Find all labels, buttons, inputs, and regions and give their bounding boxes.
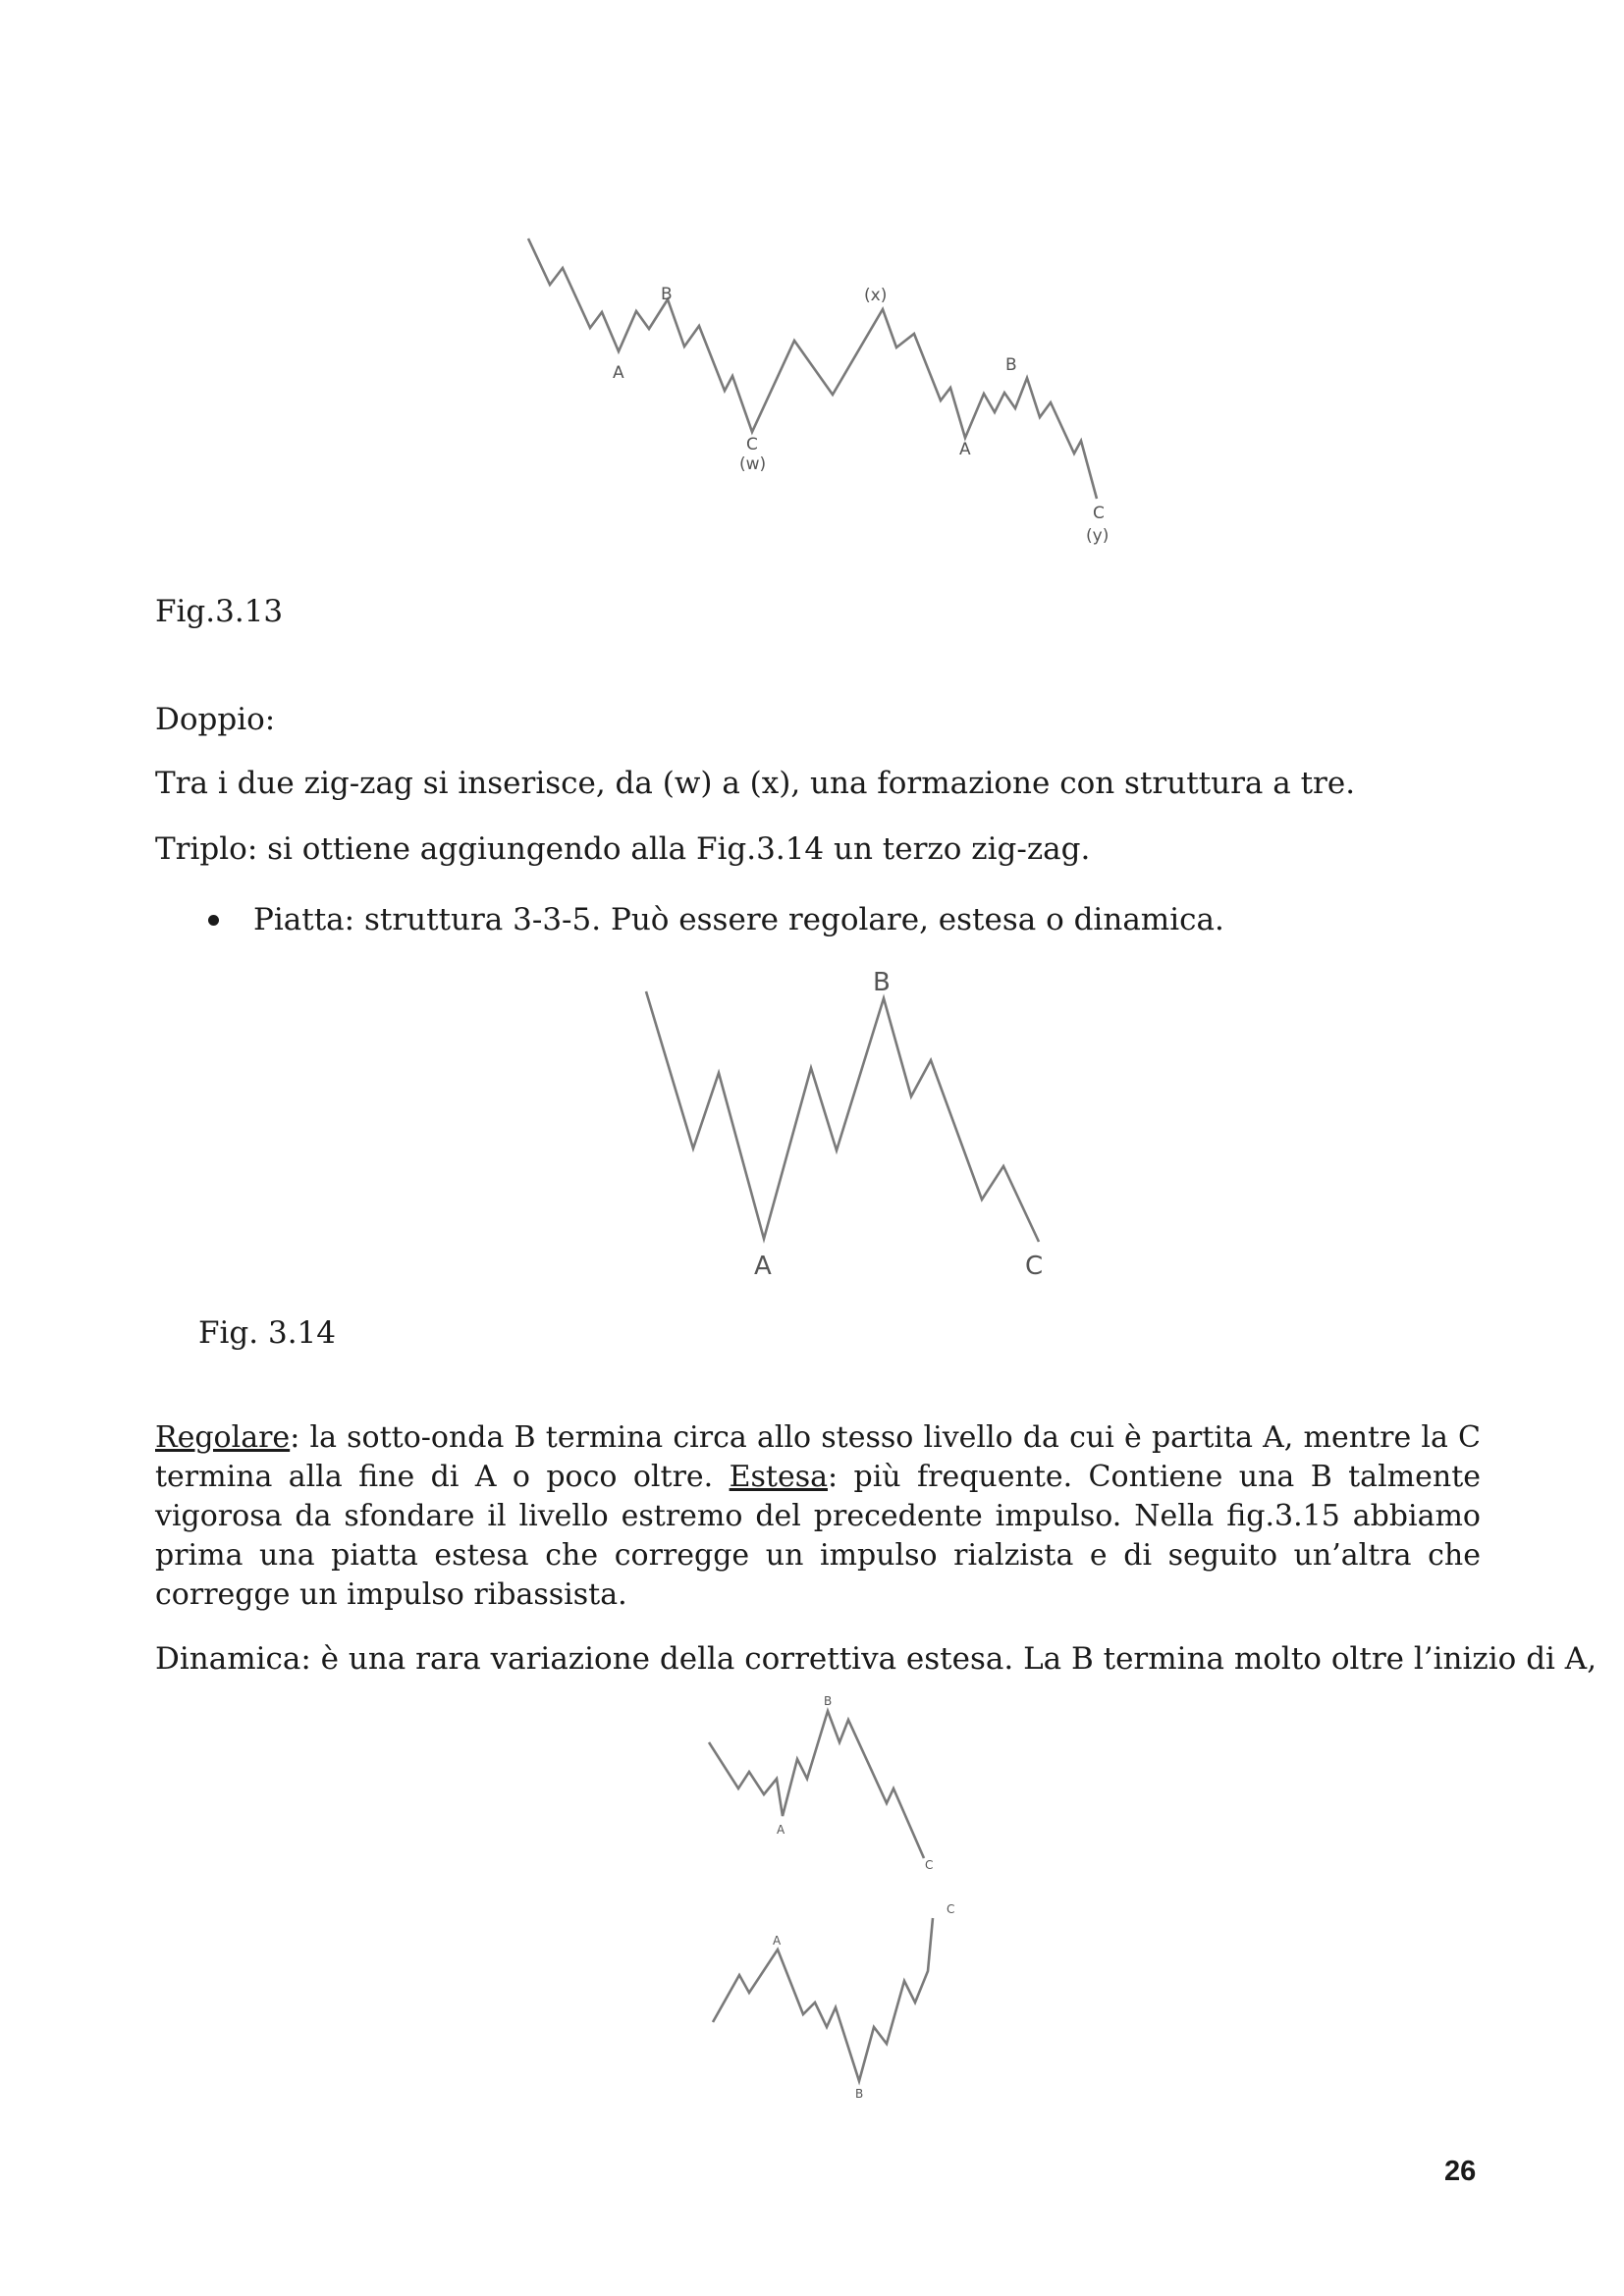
dinamica-line: Dinamica: è una rara variazione della correttiva estesa. La B termina molto oltre l’inizio di A, — [155, 1641, 1597, 1677]
fig315-top-label-a: A — [777, 1823, 785, 1837]
paragraph-part-1: : la sotto-onda B termina circa allo stesso livello da cui è partita A, mentre la C termina alla fine di A o poco oltre. — [155, 1420, 1481, 1494]
fig315-bot-label-a: A — [773, 1934, 782, 1948]
fig315-top-label-c: C — [925, 1858, 934, 1872]
fig313-label-b1: B — [661, 285, 673, 304]
fig314-label-c: C — [1025, 1252, 1044, 1281]
fig313-label-a2: A — [959, 440, 971, 459]
doppio-heading: Doppio: — [155, 702, 276, 737]
fig315-top-wave — [709, 1711, 924, 1858]
bullet-text: Piatta: struttura 3-3-5. Può essere regolare, estesa o dinamica. — [253, 902, 1224, 937]
term-estesa: Estesa — [729, 1460, 828, 1494]
fig314-label-b: B — [873, 968, 891, 997]
fig313-label-x: (x) — [864, 286, 888, 305]
fig314-caption: Fig. 3.14 — [198, 1315, 336, 1351]
fig313-label-y: (y) — [1086, 526, 1110, 546]
fig313-label-c-y: C — [1093, 504, 1105, 523]
fig313-label-a1: A — [613, 363, 624, 383]
fig315-bot-label-b: B — [855, 2087, 864, 2101]
doppio-line-2: Triplo: si ottiene aggiungendo alla Fig.3.14 un terzo zig-zag. — [155, 831, 1091, 867]
fig313-label-w: (w) — [739, 454, 767, 474]
page-number: 26 — [1444, 2156, 1477, 2187]
fig314-label-a: A — [754, 1252, 772, 1281]
term-regolare: Regolare — [155, 1420, 291, 1455]
doppio-line-1: Tra i due zig-zag si inserisce, da (w) a (x), una formazione con struttura a tre. — [155, 766, 1356, 801]
fig313-label-b2: B — [1005, 355, 1017, 375]
fig313-caption: Fig.3.13 — [155, 594, 284, 629]
paragraph-part-2: : più frequente. Contiene una B talmente vigorosa da sfondare il livello estremo del precedente impulso. Nella fig.3.15 abbiamo prima una piatta estesa che corregge un impulso rialzista e di seguito un’altra che corregge un impulso ribassista. — [155, 1460, 1481, 1612]
fig315-bot-label-c: C — [947, 1902, 955, 1916]
fig315-top-label-b: B — [824, 1694, 833, 1708]
fig313-label-c-w: C — [746, 435, 758, 454]
fig315-bot-wave — [713, 1918, 933, 2081]
